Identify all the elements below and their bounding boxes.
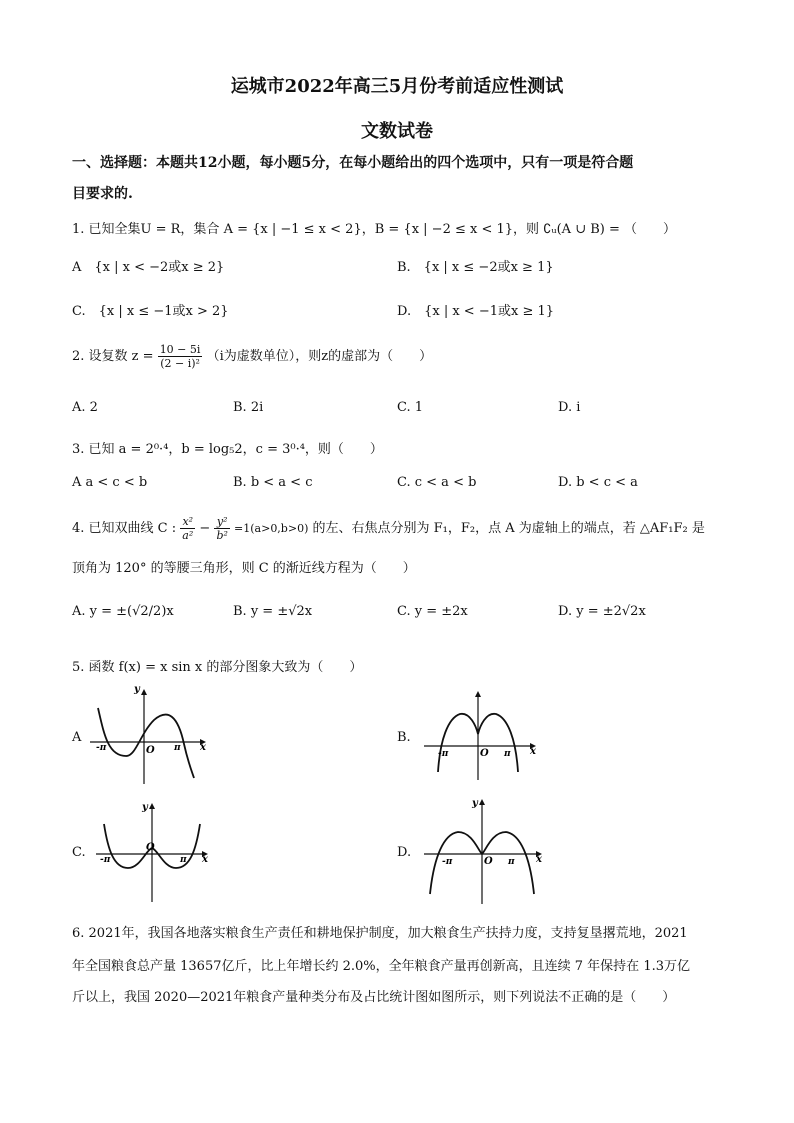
graph-a-y-label: y <box>134 686 140 695</box>
graph-c-x-label: x <box>202 854 208 865</box>
graph-c-pos-pi: π <box>180 855 187 865</box>
graph-d-pos-pi: π <box>508 857 515 867</box>
question-4-line1: 4. 已知双曲线 C : $\frac{\text{x²}}{\text{a²}}$ − $\frac{\text{y²}}{\text{b²}}$ =1(a>0,b>0) 的左、右焦点分别为 F₁，F₂，点 A 为虚轴上的端点，若 △AF₁F₂ 是 <box>72 515 705 542</box>
graph-d-label: D. <box>397 845 412 860</box>
graph-d-y-arrow <box>479 799 485 805</box>
graph-a <box>90 686 210 786</box>
question-4-option-d: D. y = ±2√2x <box>558 604 646 619</box>
question-1-option-c: C. {x | x ≤ −1或x > 2} <box>72 304 229 319</box>
question-4-option-b: B. y = ±√2x <box>233 604 313 619</box>
question-2-option-d: D. i <box>558 400 581 415</box>
graph-b-origin: O <box>480 748 489 759</box>
question-2-option-a: A. 2 <box>72 400 98 415</box>
graph-a-pos-pi: π <box>174 743 181 753</box>
graph-d-origin: O <box>484 856 493 867</box>
section-heading-line2: 目要求的. <box>72 186 133 202</box>
question-2-stem <box>72 343 432 370</box>
graph-a-x-label: x <box>200 742 206 753</box>
question-4-option-a: A. y = ±(√2/2)x <box>72 604 174 619</box>
graph-a-y-arrow <box>141 689 147 695</box>
exam-subtitle: 文数试卷 <box>361 121 433 142</box>
question-2-prefix: 2. 设复数 z = <box>72 349 154 364</box>
graph-c-y-label: y <box>142 802 148 813</box>
graph-b <box>424 690 544 782</box>
question-3-stem: 3. 已知 a = 2⁰·⁴，b = log₅2，c = 3⁰·⁴，则（ ） <box>72 442 383 457</box>
question-2-option-b: B. 2i <box>233 400 264 415</box>
graph-d <box>424 796 548 906</box>
question-6-line2: 年全国粮食总产量 13657亿斤，比上年增长约 2.0%，全年粮食产量再创新高，且连续 7 年保持在 1.3万亿 <box>72 959 690 974</box>
graph-b-x-label: x <box>530 746 536 757</box>
graph-c-origin: O <box>146 842 155 853</box>
graph-b-label: B. <box>397 730 411 745</box>
question-2-suffix: （i为虚数单位），则z的虚部为（ ） <box>206 349 433 364</box>
graph-a-neg-pi: -π <box>96 743 107 753</box>
hyperbola-term-y: $\frac{\text{y²}}{\text{b²}}$ <box>216 515 228 542</box>
hyperbola-term-x: $\frac{\text{x²}}{\text{a²}}$ <box>182 515 194 542</box>
question-1-option-b: B. {x | x ≤ −2或x ≥ 1} <box>397 260 554 275</box>
graph-b-pos-pi: π <box>504 749 511 759</box>
question-4-suffix: 的左、右焦点分别为 F₁，F₂，点 A 为虚轴上的端点，若 △AF₁F₂ 是 <box>312 521 705 536</box>
graph-c-label: C. <box>72 845 86 860</box>
graph-c <box>96 800 216 904</box>
question-5-stem: 5. 函数 f(x) = x sin x 的部分图象大致为（ ） <box>72 660 363 675</box>
section-heading-line1: 一、选择题：本题共12小题，每小题5分，在每小题给出的四个选项中，只有一项是符合题 <box>72 155 634 171</box>
question-1-option-a: A {x | x < −2或x ≥ 2} <box>72 260 225 275</box>
question-6-line3: 斤以上，我国 2020—2021年粮食产量种类分布及占比统计图如图所示，则下列说法不正确的是（ ） <box>72 990 676 1005</box>
question-3-option-d: D. b < c < a <box>558 475 638 490</box>
question-2-option-c: C. 1 <box>397 400 424 415</box>
question-3-option-a: A a < c < b <box>72 475 148 490</box>
question-6-line1: 6. 2021年，我国各地落实粮食生产责任和耕地保护制度，加大粮食生产扶持力度，支持复垦撂荒地，2021 <box>72 926 688 941</box>
question-3-option-c: C. c < a < b <box>397 475 477 490</box>
question-4-option-c: C. y = ±2x <box>397 604 468 619</box>
graph-b-neg-pi: -π <box>438 749 449 759</box>
question-3-option-b: B. b < a < c <box>233 475 313 490</box>
graph-c-y-arrow <box>149 803 155 809</box>
exam-title: 运城市2022年高三5月份考前适应性测试 <box>230 76 564 97</box>
graph-d-y-label: y <box>472 798 478 809</box>
graph-b-y-arrow <box>475 691 481 697</box>
question-1-stem: 1. 已知全集U = R，集合 A = {x | −1 ≤ x < 2}，B = {x | −2 ≤ x < 1}，则 ∁ᵤ(A ∪ B) = （ ） <box>72 222 677 237</box>
graph-a-origin: O <box>146 745 155 756</box>
question-4-prefix: 4. 已知双曲线 C : <box>72 521 177 536</box>
graph-c-neg-pi: -π <box>100 855 111 865</box>
question-2-numerator: 10 − 5i <box>159 343 201 356</box>
question-1-option-d: D. {x | x < −1或x ≥ 1} <box>397 304 555 319</box>
graph-a-label: A <box>72 730 82 745</box>
question-4-line2: 顶角为 120° 的等腰三角形，则 C 的渐近线方程为（ ） <box>72 561 416 576</box>
question-2-denominator: (2 − i)² <box>160 357 200 370</box>
question-2-fraction <box>158 343 203 370</box>
graph-d-x-label: x <box>536 854 542 865</box>
graph-d-neg-pi: -π <box>442 857 453 867</box>
